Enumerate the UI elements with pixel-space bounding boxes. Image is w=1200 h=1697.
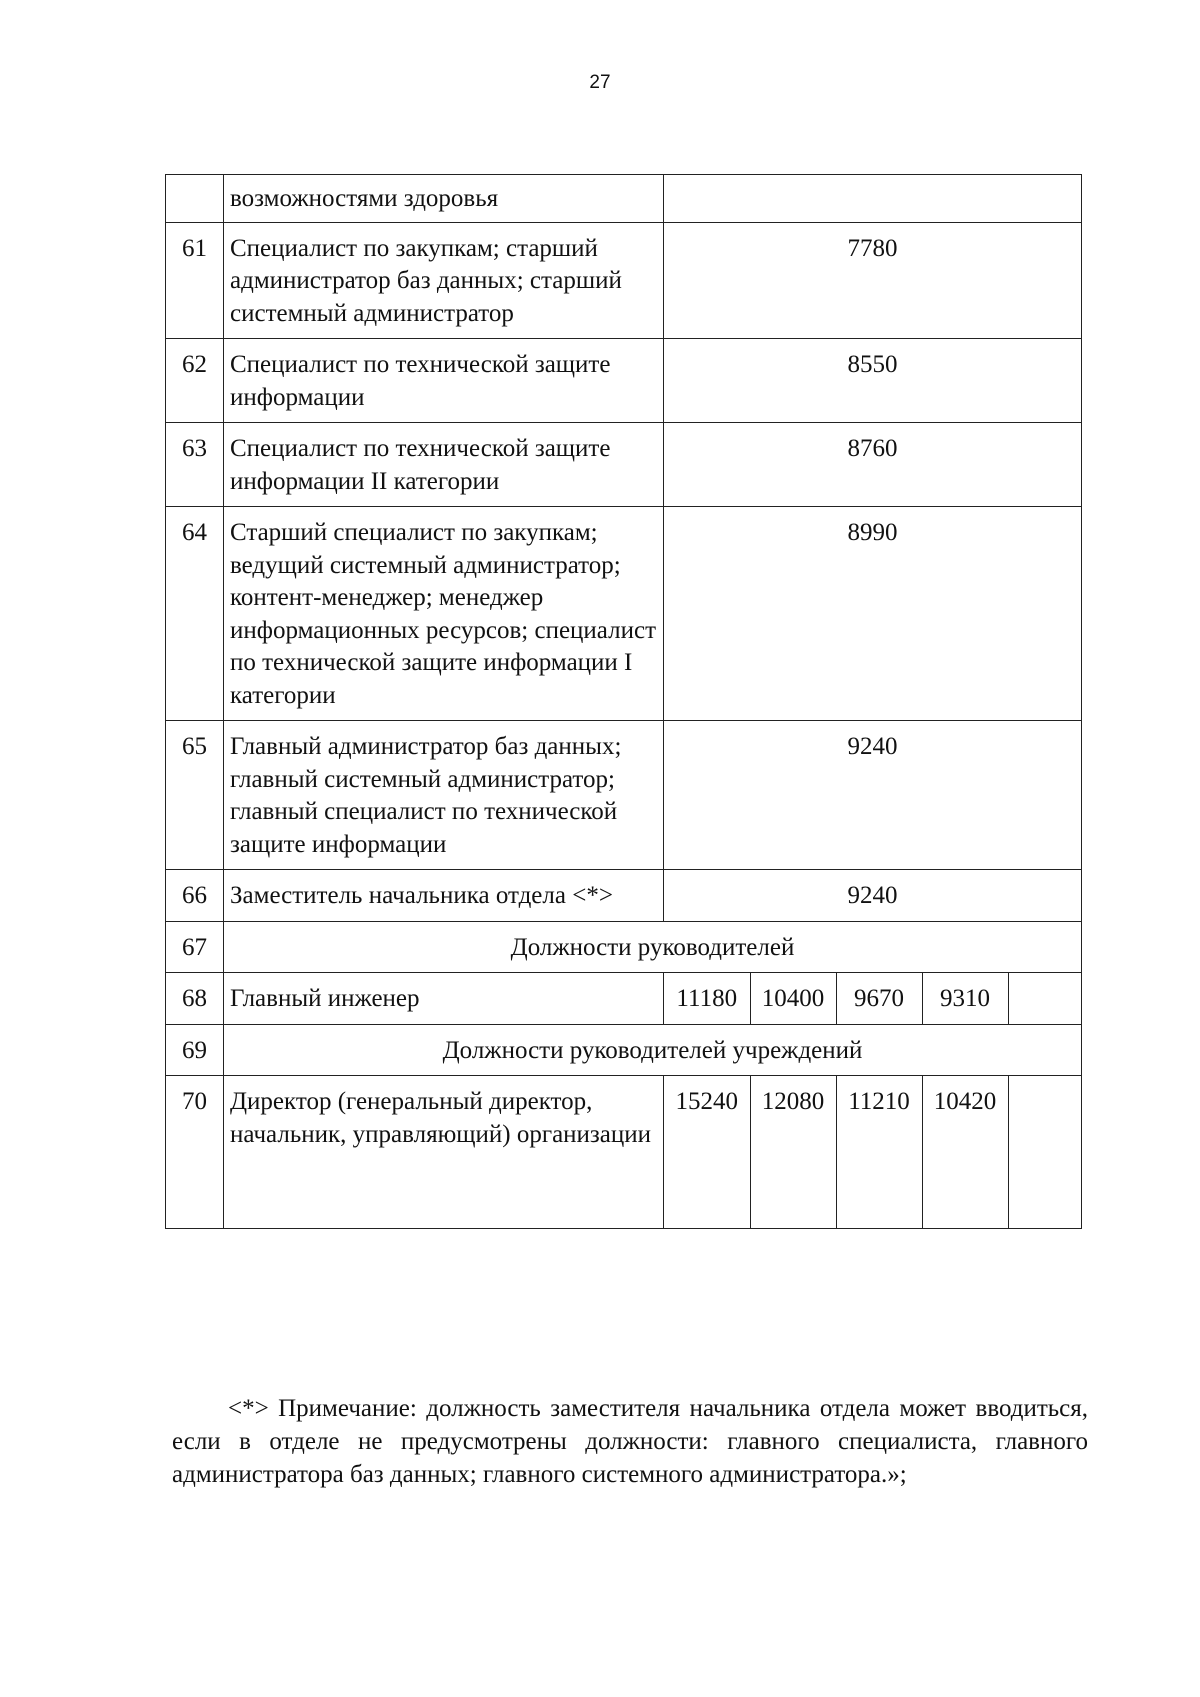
salary-value: 15240: [675, 1088, 738, 1115]
table-row: [166, 339, 1082, 423]
salary-value: 10400: [750, 973, 836, 1024]
row-number: 67: [166, 921, 224, 973]
salary-value: 9240: [664, 721, 1082, 870]
salary-value: 8760: [664, 423, 1082, 507]
page-number: 27: [589, 72, 611, 93]
section-title: Должности руководителей: [224, 921, 1082, 973]
salary-value: 9240: [664, 870, 1082, 922]
position-name: Старший специалист по закупкам; ведущий системный администратор; контент-менеджер; менеджер информационных ресурсов; специалист по технической защите информации I категории: [224, 507, 664, 721]
salary-value: 8550: [664, 339, 1082, 423]
salary-table: [165, 174, 1082, 1229]
footnote: <*> Примечание: должность заместителя начальника отдела может вводиться, если в отделе не предусмотрены должности: главного специалиста, главного администратора баз данных; главного системного администратора.»;: [172, 1395, 1088, 1488]
position-name: Главный администратор баз данных; главный системный администратор; главный специалист по технической защите информации: [224, 721, 664, 870]
table-row: [166, 507, 1082, 721]
row-number: 61: [166, 222, 224, 339]
row-number: 64: [166, 507, 224, 721]
table-section-row: [166, 921, 1082, 973]
salary-value: [664, 175, 1082, 223]
salary-value: 9310: [922, 973, 1008, 1024]
row-number: 65: [166, 721, 224, 870]
table-row: [166, 1076, 1082, 1229]
salary-values-group: [664, 1076, 1082, 1229]
salary-values-group: [664, 973, 1082, 1025]
section-title: Должности руководителей учреждений: [224, 1024, 1082, 1076]
salary-value: 8990: [664, 507, 1082, 721]
row-number: 66: [166, 870, 224, 922]
salary-value: [1008, 973, 1081, 1024]
row-number: 62: [166, 339, 224, 423]
position-name: Специалист по технической защите информации II категории: [224, 423, 664, 507]
salary-value: 7780: [664, 222, 1082, 339]
table-row: [166, 973, 1082, 1025]
table-row: [166, 222, 1082, 339]
table-row: [166, 423, 1082, 507]
row-number: 70: [166, 1076, 224, 1229]
position-name: Главный инженер: [224, 973, 664, 1025]
table-section-row: [166, 1024, 1082, 1076]
row-number: 68: [166, 973, 224, 1025]
salary-value: 12080: [750, 1076, 836, 1228]
row-number: 69: [166, 1024, 224, 1076]
position-name: Директор (генеральный директор, начальник, управляющий) организации: [224, 1076, 664, 1229]
row-number: [166, 175, 224, 223]
salary-values: [664, 1076, 1081, 1228]
table-row: [166, 175, 1082, 223]
salary-value: 11180: [676, 985, 738, 1012]
table-row: [166, 721, 1082, 870]
position-name: Специалист по закупкам; старший администратор баз данных; старший системный администратор: [224, 222, 664, 339]
position-name: возможностями здоровья: [224, 175, 664, 223]
table-row: [166, 870, 1082, 922]
row-number: 63: [166, 423, 224, 507]
salary-value: 10420: [922, 1076, 1008, 1228]
position-name: Заместитель начальника отдела <*>: [224, 870, 664, 922]
salary-value: 11210: [836, 1076, 922, 1228]
salary-values: [664, 973, 1081, 1024]
position-name: Специалист по технической защите информации: [224, 339, 664, 423]
salary-value: 9670: [836, 973, 922, 1024]
salary-value: [1008, 1076, 1081, 1228]
